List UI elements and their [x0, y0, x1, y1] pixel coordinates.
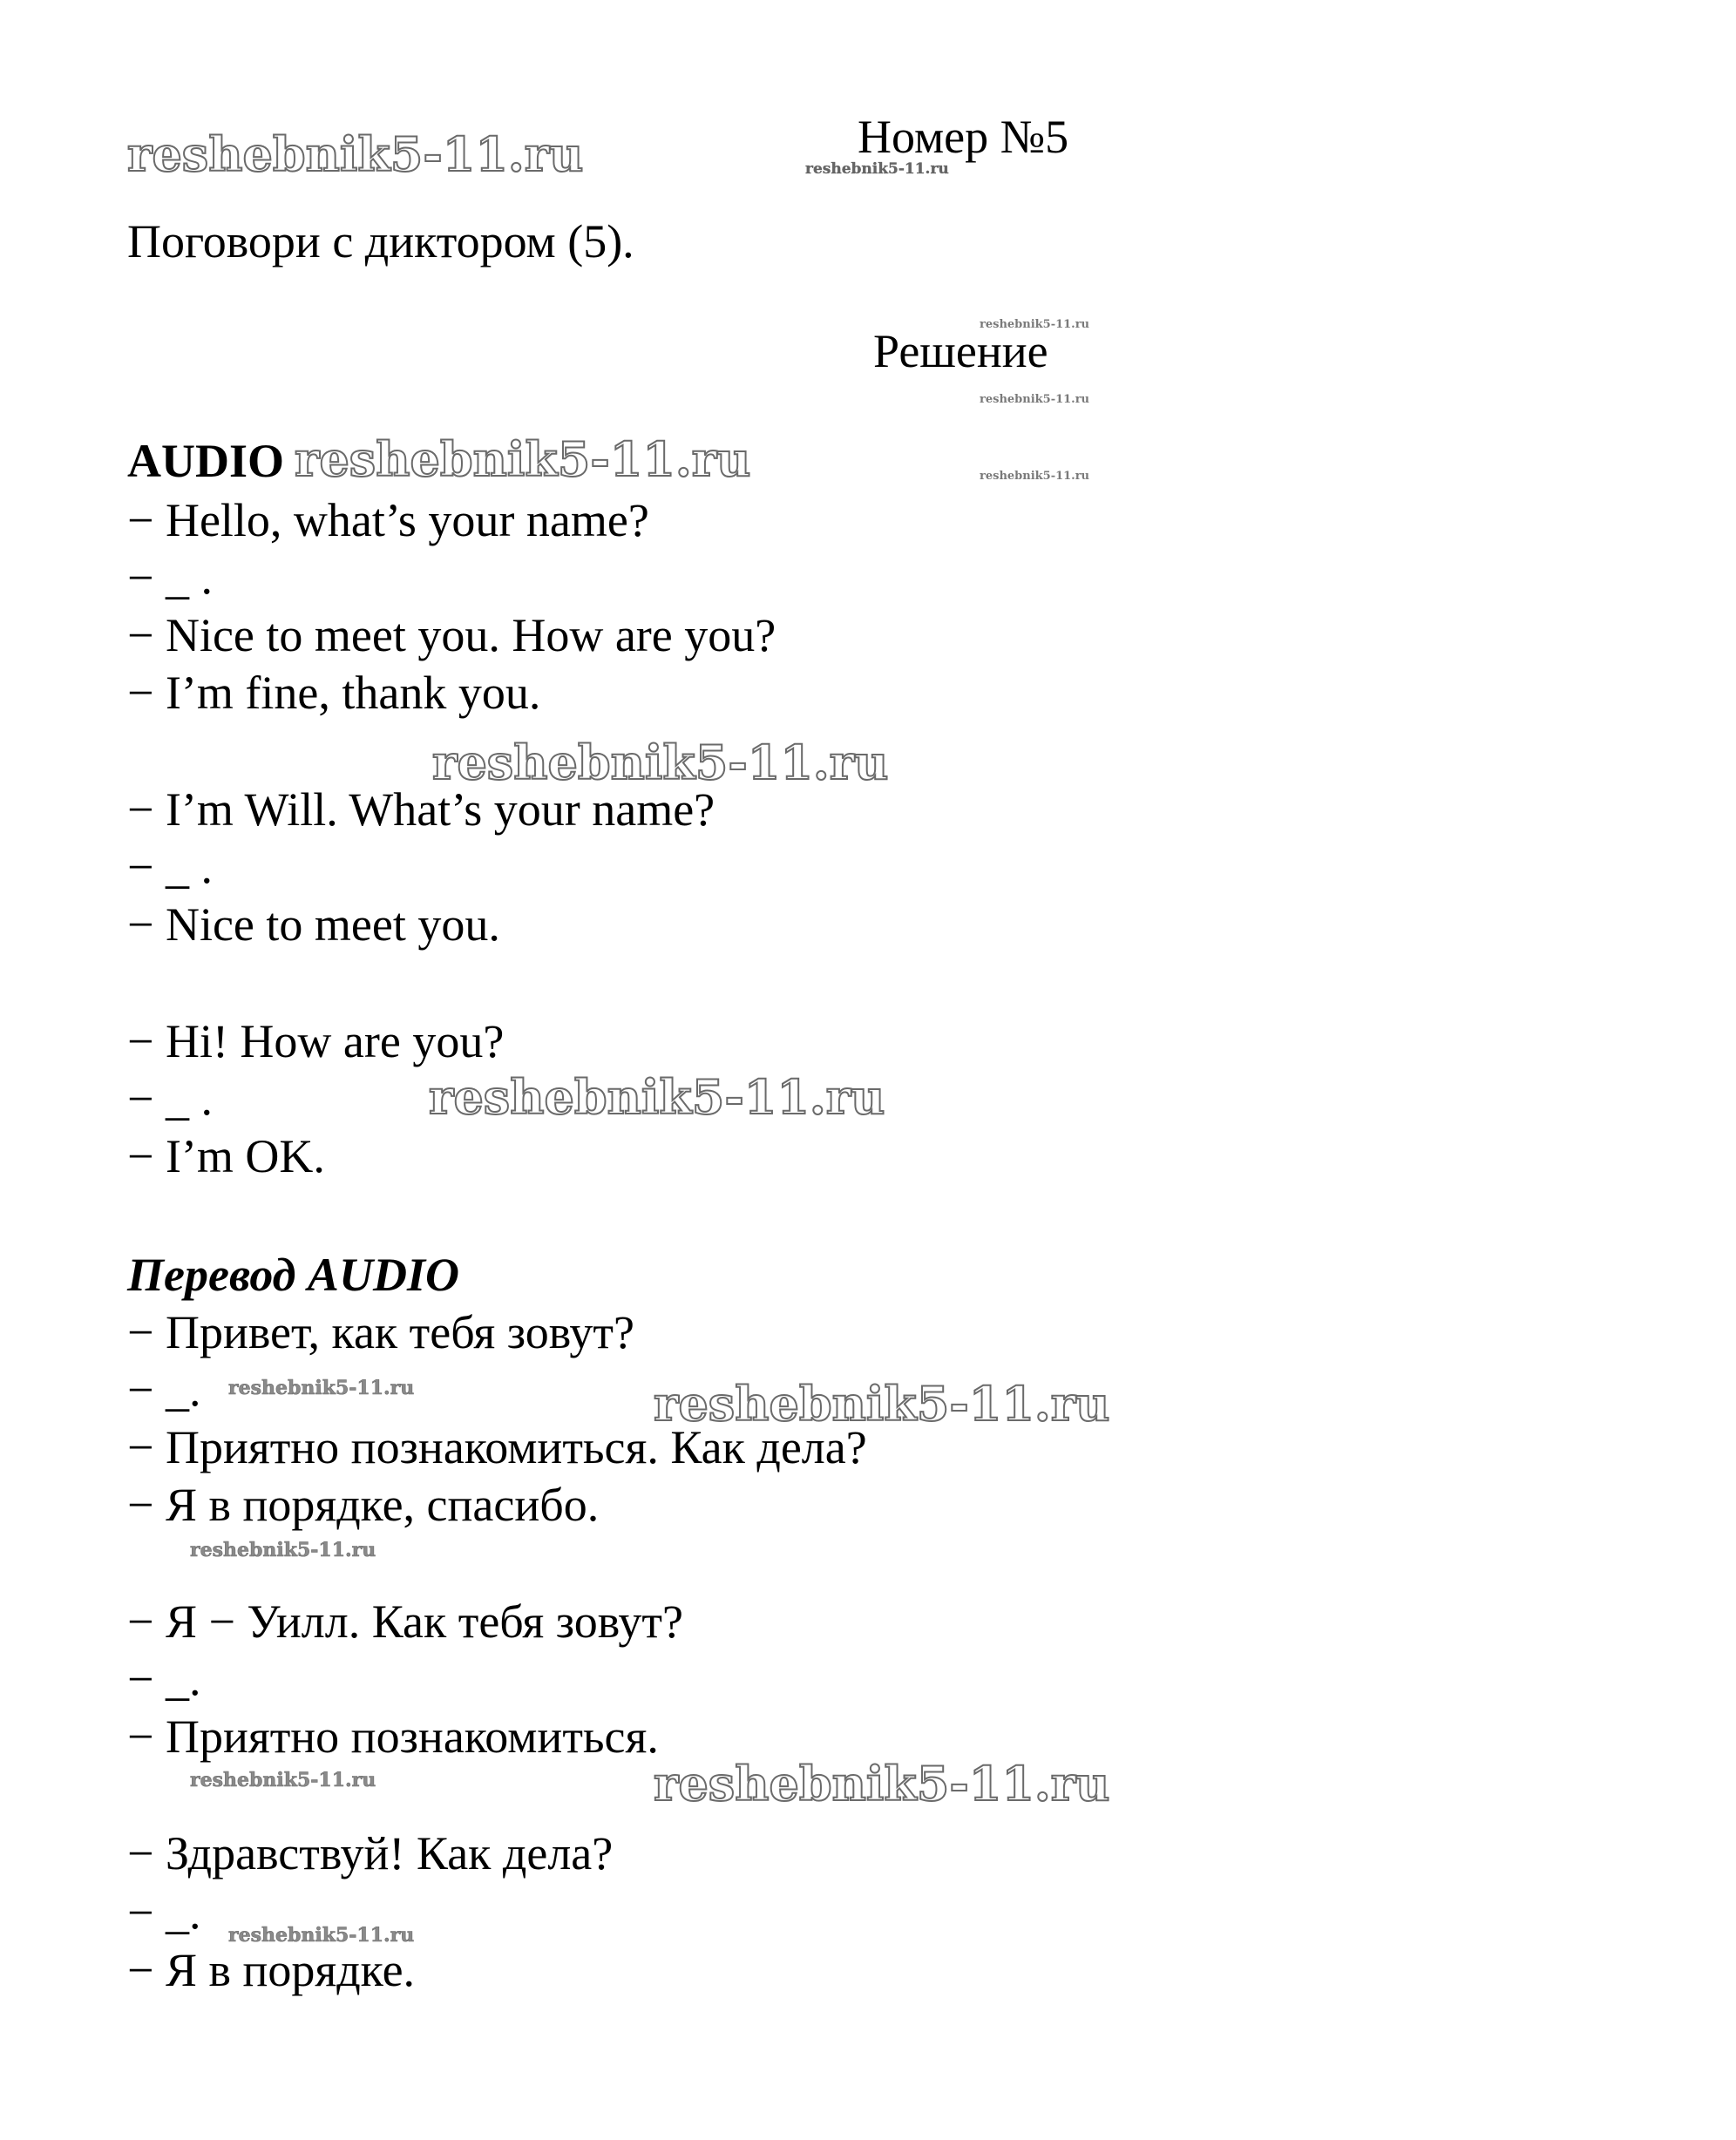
translation-line: − Я в порядке, спасибо. — [127, 1479, 600, 1531]
translation-line: − Привет, как тебя зовут? — [127, 1306, 634, 1358]
audio-line: − Hello, what’s your name? — [127, 494, 649, 546]
watermark: reshebnik5-11.ru — [190, 1539, 376, 1561]
watermark: reshebnik5-11.ru — [228, 1377, 415, 1399]
translation-line: − Я − Уилл. Как тебя зовут? — [127, 1595, 683, 1648]
audio-line: − _ . — [127, 841, 213, 893]
translation-line: − _. — [127, 1886, 201, 1939]
audio-line: − Nice to meet you. How are you? — [127, 609, 776, 661]
watermark: reshebnik5-11.ru — [980, 318, 1090, 331]
audio-line: − I’m fine, thank you. — [127, 667, 541, 719]
header-site-logo: reshebnik5-11.ru — [127, 126, 584, 182]
watermark: reshebnik5-11.ru — [654, 1756, 1110, 1812]
audio-line: − I’m OK. — [127, 1130, 325, 1182]
solution-heading: Решение — [873, 325, 1048, 377]
watermark: reshebnik5-11.ru — [654, 1376, 1110, 1432]
audio-line: − _ . — [127, 552, 213, 604]
audio-line: − _ . — [127, 1073, 213, 1125]
watermark: reshebnik5-11.ru — [429, 1069, 885, 1125]
task-text: Поговори с диктором (5). — [127, 215, 634, 268]
watermark: reshebnik5-11.ru — [228, 1924, 415, 1947]
audio-heading: AUDIO — [127, 435, 285, 487]
translation-line: − Здравствуй! Как дела? — [127, 1827, 614, 1879]
watermark: reshebnik5-11.ru — [980, 470, 1090, 483]
translation-heading: Перевод AUDIO — [127, 1249, 459, 1301]
translation-line: − Приятно познакомиться. Как дела? — [127, 1421, 867, 1473]
watermark: reshebnik5-11.ru — [432, 735, 889, 790]
translation-line: − Приятно познакомиться. — [127, 1710, 659, 1763]
number-title: Номер №5 — [858, 111, 1069, 163]
translation-line: − _. — [127, 1364, 201, 1416]
audio-line: − Nice to meet you. — [127, 898, 500, 951]
watermark: reshebnik5-11.ru — [805, 160, 949, 178]
watermark: reshebnik5-11.ru — [295, 431, 751, 487]
translation-line: − Я в порядке. — [127, 1944, 416, 1996]
audio-line: − Hi! How are you? — [127, 1015, 505, 1067]
watermark: reshebnik5-11.ru — [190, 1769, 376, 1791]
translation-line: − _. — [127, 1653, 201, 1705]
audio-line: − I’m Will. What’s your name? — [127, 783, 715, 836]
watermark: reshebnik5-11.ru — [980, 393, 1090, 406]
